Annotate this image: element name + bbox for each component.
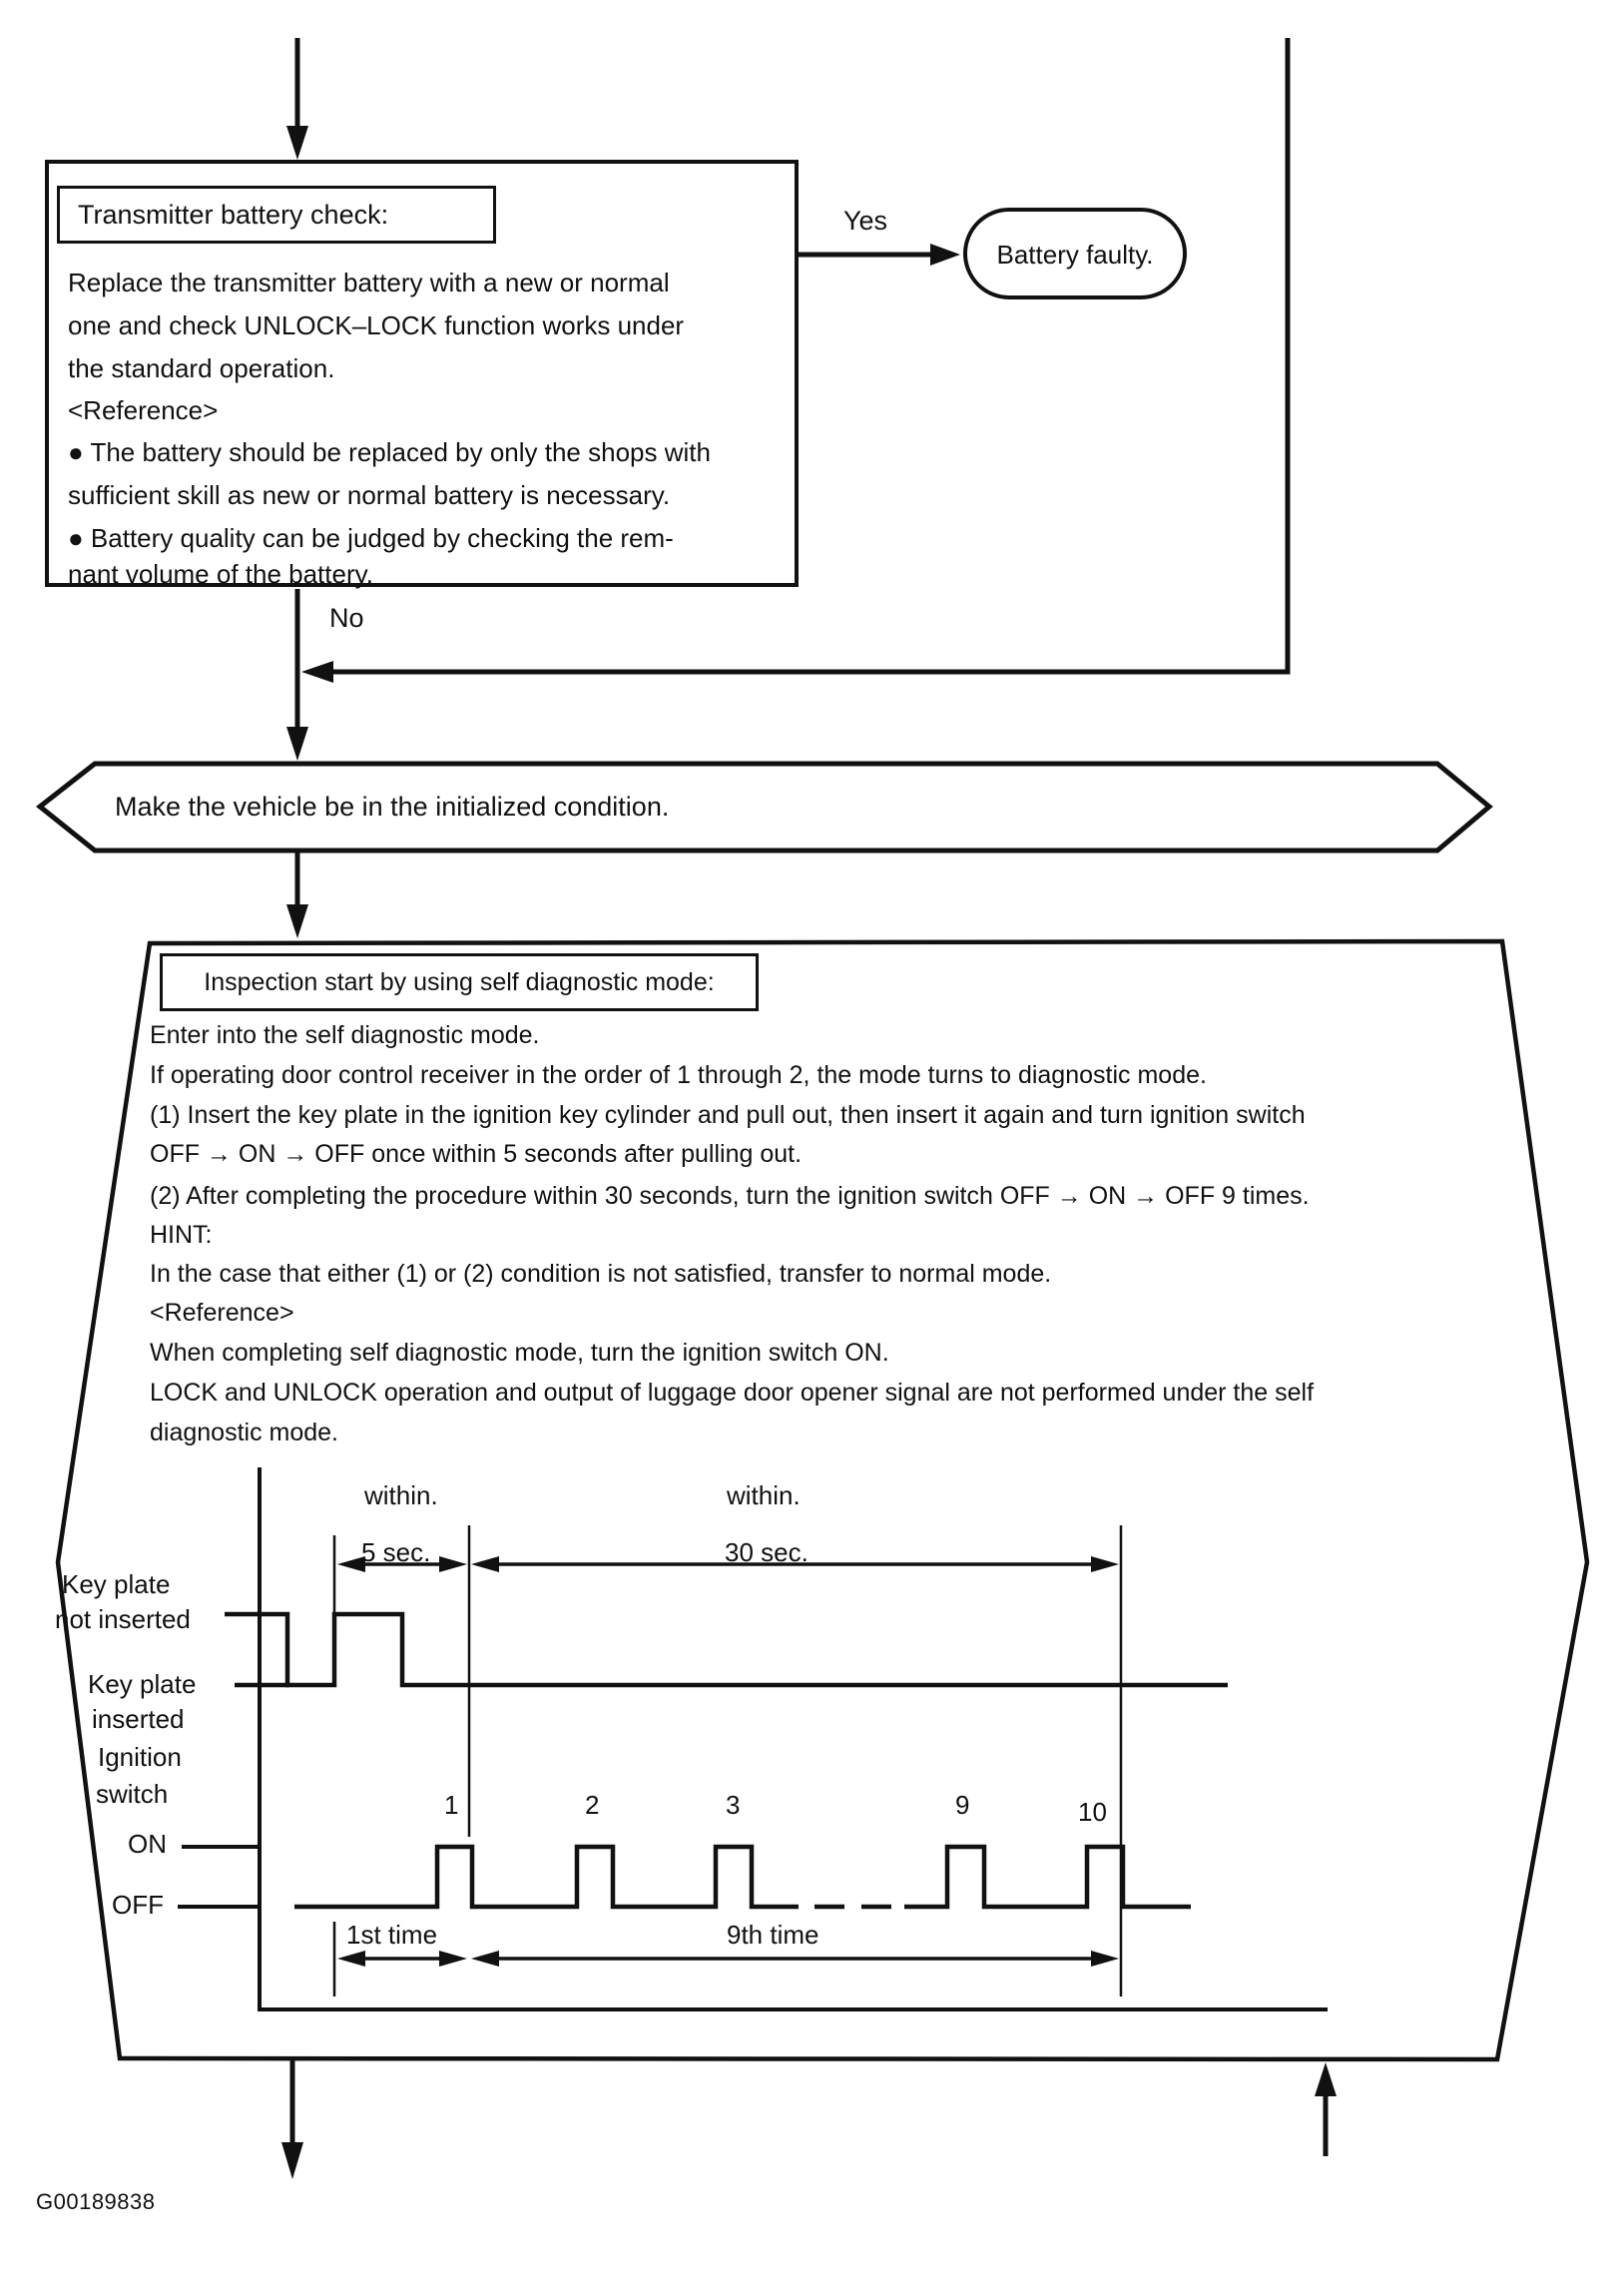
init-condition-label: Make the vehicle be in the initialized condition. xyxy=(115,792,670,822)
key-plate-not-inserted-label-1: Key plate xyxy=(62,1569,171,1599)
arrow-right-yes-icon xyxy=(799,244,960,266)
yes-label: Yes xyxy=(843,206,888,236)
pulse-number-9: 9 xyxy=(955,1790,970,1820)
arrow-down-no-icon xyxy=(286,589,308,761)
no-label: No xyxy=(329,603,364,633)
key-plate-inserted-label-2: inserted xyxy=(92,1704,185,1734)
switch-label: switch xyxy=(96,1779,169,1809)
battery-check-text-line: sufficient skill as new or normal battery is necessary. xyxy=(68,480,671,510)
inspection-text-line: HINT: xyxy=(150,1221,213,1249)
key-plate-not-inserted-label-2: not inserted xyxy=(55,1604,191,1634)
off-label: OFF xyxy=(112,1890,164,1920)
inspection-text-line: <Reference> xyxy=(150,1299,294,1327)
ninth-time-label: 9th time xyxy=(727,1920,819,1950)
inspection-text-line: In the case that either (1) or (2) condition is not satisfied, transfer to normal mode. xyxy=(150,1260,1052,1288)
figure-id: G00189838 xyxy=(36,2189,156,2214)
key-plate-inserted-label-1: Key plate xyxy=(88,1669,197,1699)
battery-check-text-line: ● Battery quality can be judged by checking the rem- xyxy=(68,523,674,553)
inspection-text-line: (2) After completing the procedure within 30 seconds, turn the ignition switch OFF → ON → OFF 9 times. xyxy=(150,1182,1310,1210)
inspection-title: Inspection start by using self diagnostic mode: xyxy=(204,968,715,996)
within-5sec-label-1: within. xyxy=(364,1480,438,1510)
arrow-up-return-icon xyxy=(1315,2062,1337,2156)
within-30sec-label-1: within. xyxy=(727,1480,801,1510)
pulse-number-10: 10 xyxy=(1078,1797,1107,1827)
battery-check-text-line: <Reference> xyxy=(68,395,219,425)
pulse-number-2: 2 xyxy=(585,1790,600,1820)
battery-check-title: Transmitter battery check: xyxy=(78,200,389,230)
inspection-text-line: LOCK and UNLOCK operation and output of luggage door opener signal are not performed under the self xyxy=(150,1379,1315,1407)
ignition-label: Ignition xyxy=(98,1742,182,1772)
inspection-text-line: (1) Insert the key plate in the ignition key cylinder and pull out, then insert it again and turn ignition switch xyxy=(150,1101,1306,1129)
battery-faulty-label: Battery faulty. xyxy=(996,240,1154,270)
on-label: ON xyxy=(128,1829,167,1859)
battery-check-title-box xyxy=(57,186,496,244)
inspection-text-line: diagnostic mode. xyxy=(150,1419,339,1446)
inspection-title-box xyxy=(160,953,759,1011)
inspection-text-line: Enter into the self diagnostic mode. xyxy=(150,1021,540,1049)
first-time-label: 1st time xyxy=(346,1920,438,1950)
battery-check-text-line: ● The battery should be replaced by only the shops with xyxy=(68,437,711,467)
battery-check-text-line: one and check UNLOCK–LOCK function works under xyxy=(68,310,685,340)
arrow-down-entry-icon xyxy=(286,38,308,160)
within-5sec-label-2: 5 sec. xyxy=(361,1537,431,1567)
pulse-number-3: 3 xyxy=(726,1790,741,1820)
inspection-text-line: OFF → ON → OFF once within 5 seconds after pulling out. xyxy=(150,1140,803,1168)
pulse-number-1: 1 xyxy=(444,1790,459,1820)
arrow-down-to-inspection-icon xyxy=(286,851,308,938)
inspection-text-line: When completing self diagnostic mode, turn the ignition switch ON. xyxy=(150,1339,889,1367)
battery-check-text-line: nant volume of the battery. xyxy=(68,559,373,589)
within-30sec-label-2: 30 sec. xyxy=(725,1537,809,1567)
arrow-down-exit-icon xyxy=(281,2059,303,2179)
battery-check-text-line: Replace the transmitter battery with a new or normal xyxy=(68,268,670,297)
battery-check-text-line: the standard operation. xyxy=(68,353,335,383)
battery-faulty-terminal xyxy=(963,208,1187,299)
inspection-text-line: If operating door control receiver in the order of 1 through 2, the mode turns to diagnostic mode. xyxy=(150,1061,1207,1089)
